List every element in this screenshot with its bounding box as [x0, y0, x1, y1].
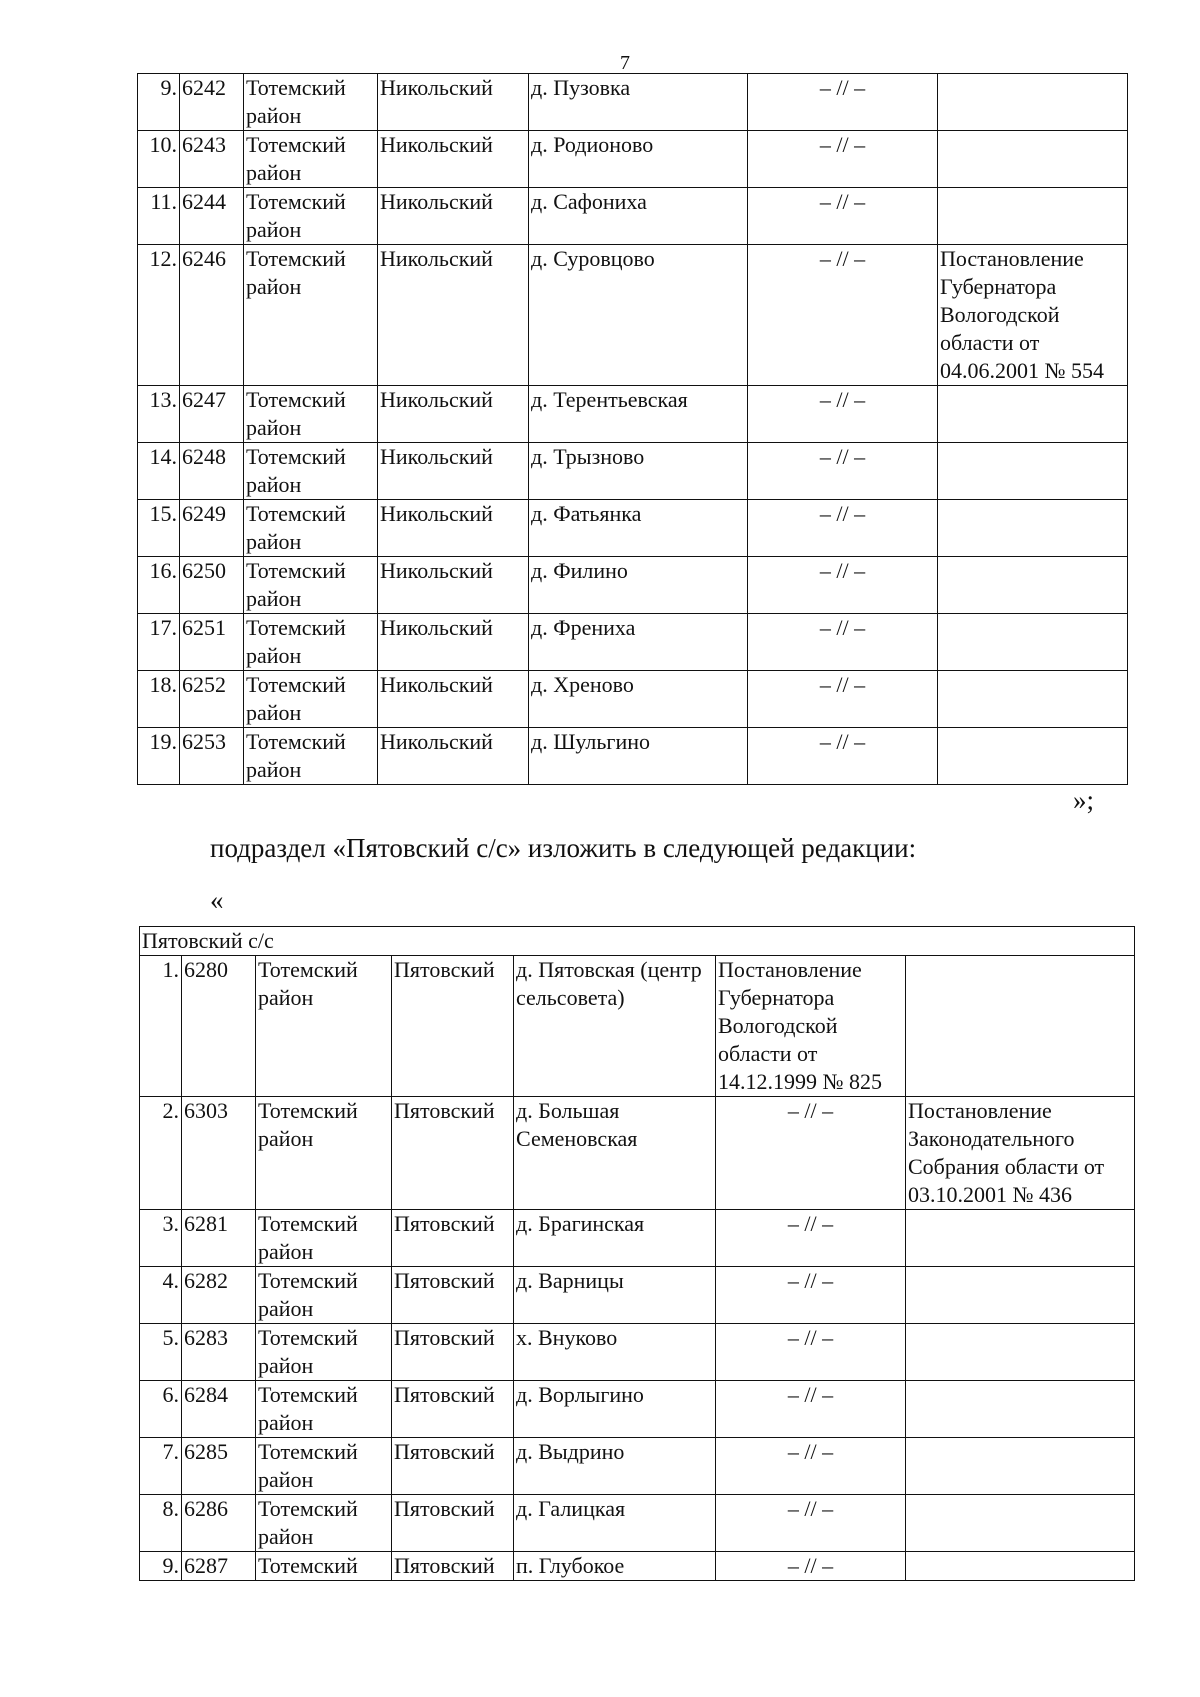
cell-num: 17. [138, 614, 180, 671]
cell-district: Тотемский район [256, 1381, 392, 1438]
cell-note [938, 188, 1128, 245]
cell-basis: – // – [748, 671, 938, 728]
cell-num: 3. [140, 1210, 182, 1267]
cell-place: д. Френиха [529, 614, 748, 671]
cell-council: Никольский [378, 614, 529, 671]
cell-basis: – // – [716, 1097, 906, 1210]
opening-quote: « [210, 885, 224, 915]
cell-note [938, 131, 1128, 188]
cell-basis: – // – [748, 728, 938, 785]
cell-place: д. Фатьянка [529, 500, 748, 557]
amendment-paragraph: подраздел «Пятовский с/с» изложить в следующей редакции: [210, 833, 917, 863]
cell-num: 15. [138, 500, 180, 557]
table-row [138, 386, 1128, 443]
cell-district: Тотемский район [256, 1438, 392, 1495]
settlements-table-nikolsky [137, 73, 1128, 785]
cell-basis: – // – [748, 188, 938, 245]
cell-basis: – // – [716, 1267, 906, 1324]
cell-num: 1. [140, 956, 182, 1097]
cell-council: Пятовский [392, 1495, 514, 1552]
table-row [140, 1438, 1135, 1495]
cell-basis: – // – [716, 1438, 906, 1495]
table-row [140, 956, 1135, 1097]
cell-place: д. Терентьевская [529, 386, 748, 443]
cell-note [938, 386, 1128, 443]
cell-num: 9. [140, 1552, 182, 1581]
cell-note [906, 956, 1135, 1097]
table-row [138, 443, 1128, 500]
cell-code: 6246 [180, 245, 244, 386]
cell-code: 6249 [180, 500, 244, 557]
cell-code: 6284 [182, 1381, 256, 1438]
cell-council: Пятовский [392, 1381, 514, 1438]
cell-district: Тотемский район [256, 1495, 392, 1552]
cell-num: 10. [138, 131, 180, 188]
cell-district: Тотемский район [244, 614, 378, 671]
cell-code: 6243 [180, 131, 244, 188]
cell-num: 5. [140, 1324, 182, 1381]
table-row [138, 188, 1128, 245]
table-row [138, 671, 1128, 728]
cell-place: д. Сафониха [529, 188, 748, 245]
cell-place: д. Трызново [529, 443, 748, 500]
cell-district: Тотемский [256, 1552, 392, 1581]
cell-district: Тотемский район [244, 557, 378, 614]
cell-basis: – // – [748, 614, 938, 671]
cell-code: 6250 [180, 557, 244, 614]
cell-note [938, 728, 1128, 785]
table-row [140, 1381, 1135, 1438]
cell-place: д. Ворлыгино [514, 1381, 716, 1438]
cell-basis: – // – [716, 1552, 906, 1581]
cell-num: 19. [138, 728, 180, 785]
table-row [138, 74, 1128, 131]
cell-basis: – // – [748, 500, 938, 557]
cell-num: 16. [138, 557, 180, 614]
cell-council: Пятовский [392, 1097, 514, 1210]
table-row [138, 614, 1128, 671]
cell-code: 6303 [182, 1097, 256, 1210]
page-number: 7 [620, 52, 630, 74]
cell-code: 6252 [180, 671, 244, 728]
cell-num: 14. [138, 443, 180, 500]
cell-num: 9. [138, 74, 180, 131]
cell-basis: – // – [748, 131, 938, 188]
cell-council: Пятовский [392, 1324, 514, 1381]
cell-code: 6282 [182, 1267, 256, 1324]
cell-place: д. Пятовская (центр сельсовета) [514, 956, 716, 1097]
cell-code: 6253 [180, 728, 244, 785]
cell-place: д. Шульгино [529, 728, 748, 785]
table-row [138, 131, 1128, 188]
cell-council: Никольский [378, 245, 529, 386]
cell-place: д. Родионово [529, 131, 748, 188]
cell-place: х. Внуково [514, 1324, 716, 1381]
cell-code: 6280 [182, 956, 256, 1097]
cell-council: Пятовский [392, 956, 514, 1097]
cell-district: Тотемский район [244, 728, 378, 785]
cell-note [938, 443, 1128, 500]
cell-basis: – // – [716, 1381, 906, 1438]
cell-num: 18. [138, 671, 180, 728]
cell-district: Тотемский район [244, 245, 378, 386]
cell-place: д. Брагинская [514, 1210, 716, 1267]
cell-district: Тотемский район [244, 188, 378, 245]
table-row [140, 1495, 1135, 1552]
cell-place: д. Пузовка [529, 74, 748, 131]
cell-district: Тотемский район [256, 1210, 392, 1267]
section-row [140, 927, 1135, 956]
table-row [138, 245, 1128, 386]
cell-note [938, 671, 1128, 728]
cell-note: Постановление Губернатора Вологодской области от 04.06.2001 № 554 [938, 245, 1128, 386]
cell-council: Никольский [378, 74, 529, 131]
cell-code: 6286 [182, 1495, 256, 1552]
cell-basis: – // – [748, 245, 938, 386]
cell-code: 6251 [180, 614, 244, 671]
cell-district: Тотемский район [256, 956, 392, 1097]
cell-num: 4. [140, 1267, 182, 1324]
settlements-table-pyatovsky [139, 926, 1135, 1581]
cell-num: 11. [138, 188, 180, 245]
cell-note [906, 1381, 1135, 1438]
cell-district: Тотемский район [244, 131, 378, 188]
cell-num: 8. [140, 1495, 182, 1552]
cell-num: 13. [138, 386, 180, 443]
cell-basis: – // – [748, 557, 938, 614]
cell-note [938, 500, 1128, 557]
cell-place: д. Хреново [529, 671, 748, 728]
cell-council: Пятовский [392, 1210, 514, 1267]
cell-code: 6242 [180, 74, 244, 131]
cell-note [938, 74, 1128, 131]
cell-place: д. Суровцово [529, 245, 748, 386]
section-title: Пятовский с/с [140, 927, 1135, 956]
cell-district: Тотемский район [244, 671, 378, 728]
table-row [140, 1210, 1135, 1267]
cell-district: Тотемский район [244, 386, 378, 443]
cell-council: Никольский [378, 671, 529, 728]
cell-council: Никольский [378, 188, 529, 245]
closing-quote: »; [1073, 785, 1095, 815]
cell-note [906, 1495, 1135, 1552]
cell-district: Тотемский район [256, 1097, 392, 1210]
cell-note [938, 557, 1128, 614]
cell-code: 6281 [182, 1210, 256, 1267]
cell-code: 6248 [180, 443, 244, 500]
cell-place: д. Выдрино [514, 1438, 716, 1495]
table-row [140, 1267, 1135, 1324]
cell-council: Пятовский [392, 1267, 514, 1324]
cell-num: 12. [138, 245, 180, 386]
cell-council: Никольский [378, 557, 529, 614]
table-row [140, 1097, 1135, 1210]
cell-council: Никольский [378, 386, 529, 443]
cell-place: д. Большая Семеновская [514, 1097, 716, 1210]
cell-council: Никольский [378, 443, 529, 500]
cell-council: Никольский [378, 131, 529, 188]
cell-place: д. Варницы [514, 1267, 716, 1324]
cell-num: 2. [140, 1097, 182, 1210]
cell-council: Никольский [378, 728, 529, 785]
cell-basis: – // – [748, 74, 938, 131]
table-row [140, 1552, 1135, 1581]
cell-district: Тотемский район [256, 1324, 392, 1381]
cell-note [906, 1552, 1135, 1581]
cell-note [906, 1324, 1135, 1381]
table-row [140, 1324, 1135, 1381]
cell-note: Постановление Законодательного Собрания области от 03.10.2001 № 436 [906, 1097, 1135, 1210]
cell-num: 6. [140, 1381, 182, 1438]
cell-note [906, 1210, 1135, 1267]
cell-place: п. Глубокое [514, 1552, 716, 1581]
cell-council: Пятовский [392, 1552, 514, 1581]
cell-basis: – // – [748, 386, 938, 443]
cell-num: 7. [140, 1438, 182, 1495]
cell-district: Тотемский район [244, 500, 378, 557]
cell-council: Пятовский [392, 1438, 514, 1495]
cell-basis: – // – [716, 1324, 906, 1381]
cell-code: 6247 [180, 386, 244, 443]
cell-note [938, 614, 1128, 671]
cell-district: Тотемский район [244, 443, 378, 500]
table-row [138, 500, 1128, 557]
cell-basis: Постановление Губернатора Вологодской области от 14.12.1999 № 825 [716, 956, 906, 1097]
table-row [138, 557, 1128, 614]
cell-code: 6244 [180, 188, 244, 245]
cell-place: д. Филино [529, 557, 748, 614]
cell-place: д. Галицкая [514, 1495, 716, 1552]
cell-note [906, 1267, 1135, 1324]
cell-basis: – // – [748, 443, 938, 500]
cell-district: Тотемский район [256, 1267, 392, 1324]
cell-council: Никольский [378, 500, 529, 557]
cell-district: Тотемский район [244, 74, 378, 131]
cell-code: 6283 [182, 1324, 256, 1381]
cell-basis: – // – [716, 1495, 906, 1552]
cell-code: 6287 [182, 1552, 256, 1581]
cell-note [906, 1438, 1135, 1495]
cell-code: 6285 [182, 1438, 256, 1495]
cell-basis: – // – [716, 1210, 906, 1267]
table-row [138, 728, 1128, 785]
